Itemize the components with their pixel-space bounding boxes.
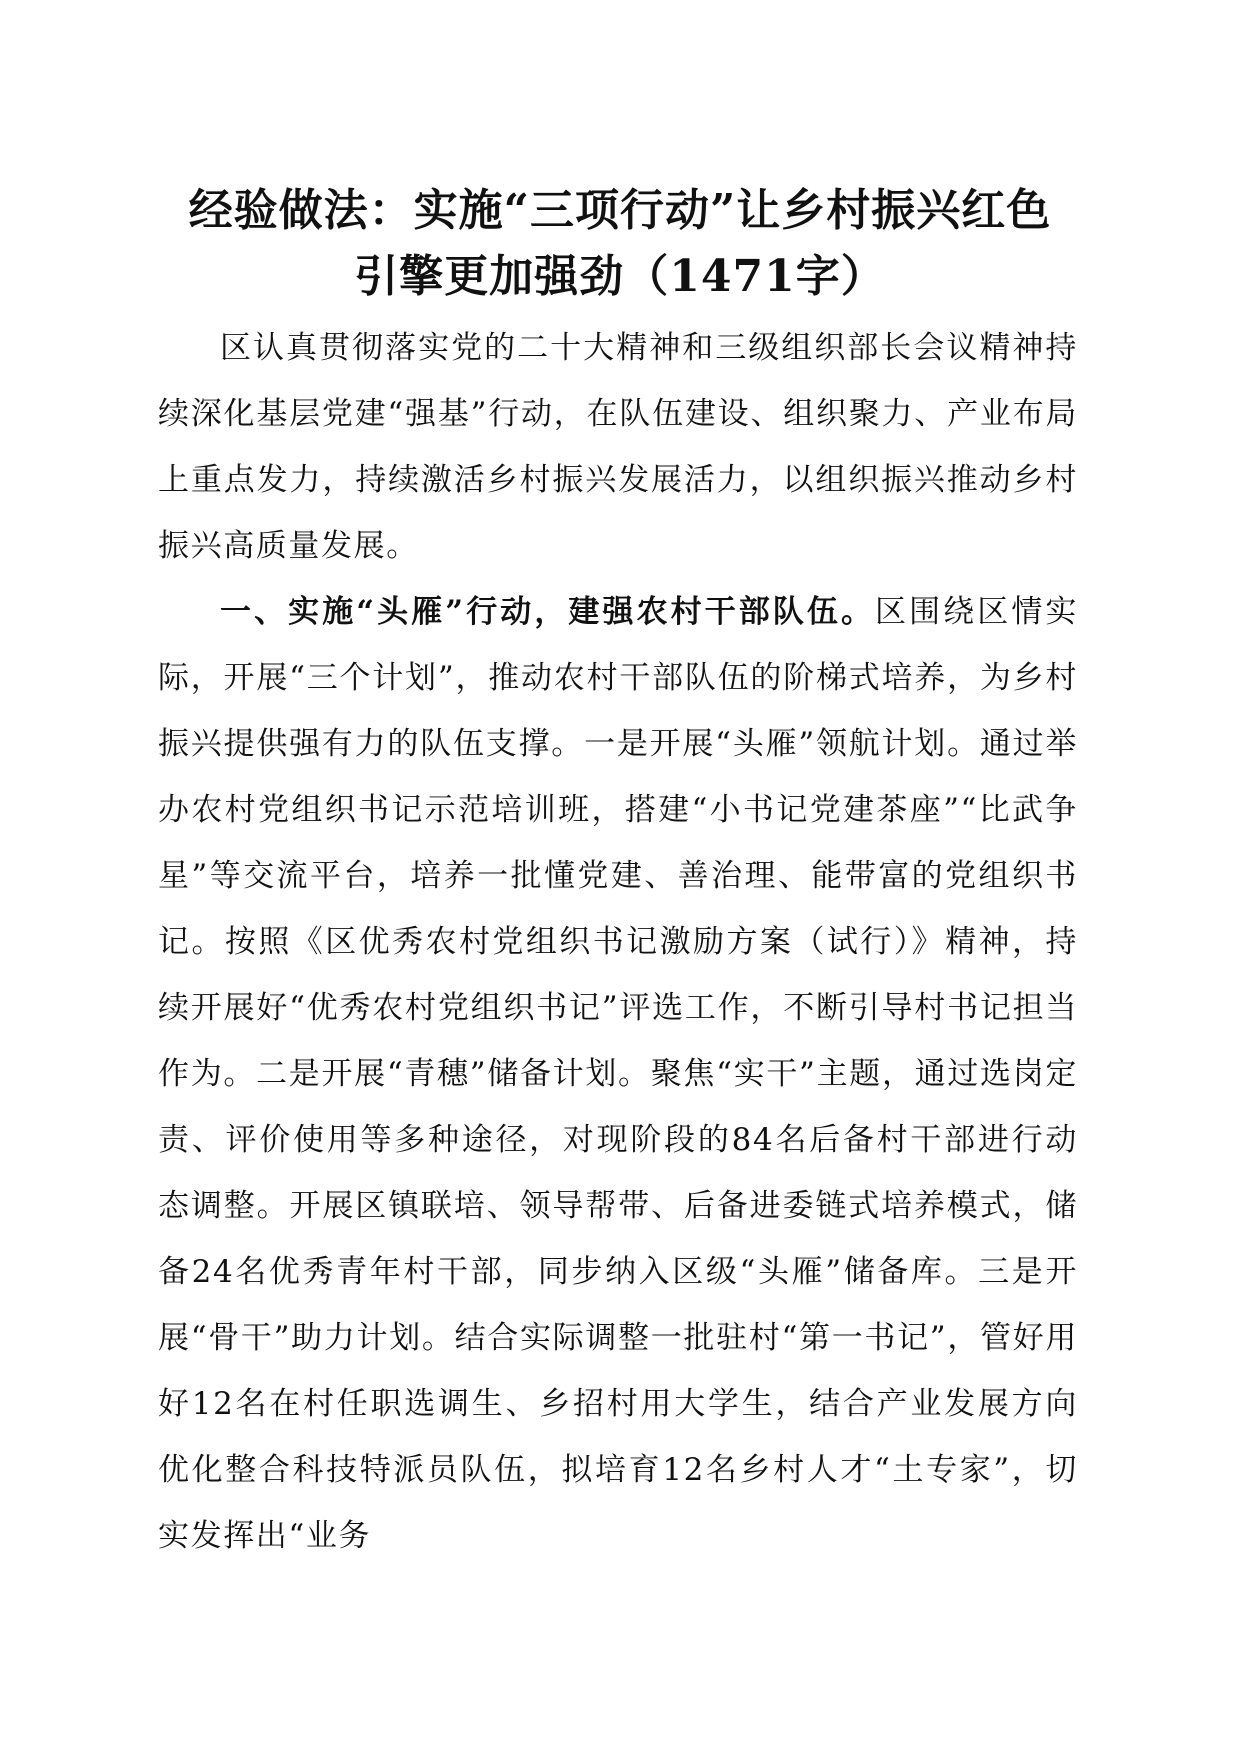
title-line-2: 引擎更加强劲（1471字） — [354, 251, 886, 302]
title-line-1: 经验做法：实施“三项行动”让乡村振兴红色 — [188, 185, 1052, 236]
section-1-paragraph — [158, 579, 1078, 1569]
document-title — [150, 178, 1090, 310]
section-1-heading: 一、实施“头雁”行动，建强农村干部队伍。 — [220, 594, 876, 630]
section-1-body: 区围绕区情实际，开展“三个计划”，推动农村干部队伍的阶梯式培养，为乡村振兴提供强有力的队伍支撑。一是开展“头雁”领航计划。通过举办农村党组织书记示范培训班，搭建“小书记党建茶座”“比武争星”等交流平台，培养一批懂党建、善治理、能带富的党组织书记。按照《区优秀农村党组织书记激励方案（试行）》精神，持续开展好“优秀农村党组织书记”评选工作，不断引导村书记担当作为。二是开展“青穗”储备计划。聚焦“实干”主题，通过选岗定责、评价使用等多种途径，对现阶段的84名后备村干部进行动态调整。开展区镇联培、领导帮带、后备进委链式培养模式，储备24名优秀青年村干部，同步纳入区级“头雁”储备库。三是开展“骨干”助力计划。结合实际调整一批驻村“第一书记”，管好用好12名在村任职选调生、乡招村用大学生，结合产业发展方向优化整合科技特派员队伍，拟培育12名乡村人才“土专家”，切实发挥出“业务 — [158, 594, 1078, 1554]
intro-paragraph: 区认真贯彻落实党的二十大精神和三级组织部长会议精神持续深化基层党建“强基”行动，在队伍建设、组织聚力、产业布局上重点发力，持续激活乡村振兴发展活力，以组织振兴推动乡村振兴高质量发展。 — [158, 330, 1078, 564]
document-body — [158, 315, 1078, 1569]
